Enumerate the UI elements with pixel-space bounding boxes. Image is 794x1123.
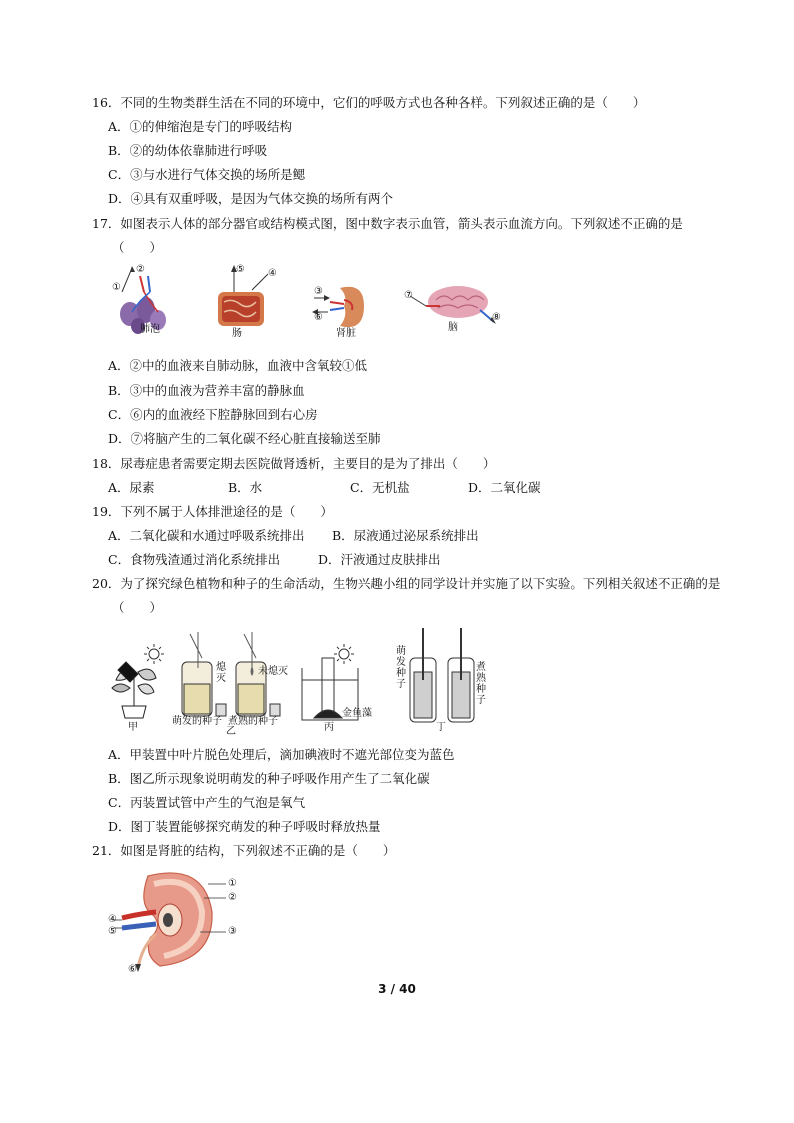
q18-option-a: A．尿素 [108, 480, 155, 495]
q17-num-6: ⑥ [314, 312, 323, 323]
thermos-drawing [410, 628, 474, 722]
q18-stem: 18．尿毒症患者需要定期去医院做肾透析，主要目的是为了排出（ ） [92, 456, 496, 471]
plant-drawing [112, 662, 156, 718]
q17-organ-figure [108, 262, 518, 340]
q21-num-3: ③ [228, 926, 237, 937]
q19-stem: 19．下列不属于人体排泄途径的是（ ） [92, 504, 333, 519]
q20-text-germinating-label: 萌发种子 [396, 646, 406, 690]
q19-option-a: A．二氧化碳和水通过呼吸系统排出 [108, 528, 305, 543]
q21-num-2: ② [228, 892, 237, 903]
q17-stem: 17．如图表示人体的部分器官或结构模式图，图中数字表示血管，箭头表示血流方向。下列叙述不正确的是 [92, 216, 683, 231]
q17-label-intestine: 肠 [232, 328, 242, 339]
q17-option-c: C．⑥内的血液经下腔静脉回到右心房 [108, 407, 318, 422]
brain-drawing [410, 286, 496, 324]
experiment-diagram [108, 622, 498, 734]
q16-option-a: A．①的伸缩泡是专门的呼吸结构 [108, 119, 293, 134]
q20-label-jia: 甲 [128, 722, 138, 733]
q17-num-3: ③ [314, 286, 323, 297]
q18-option-c: C．无机盐 [350, 480, 410, 495]
q16-option-d: D．④具有双重呼吸，是因为气体交换的场所有两个 [108, 191, 394, 206]
q20-experiment-figure [108, 622, 498, 737]
q20-text-germinating-seeds: 萌发的种子 [172, 716, 222, 727]
q17-option-b: B．③中的血液为营养丰富的静脉血 [108, 383, 305, 398]
q20-label-yi: 乙 [226, 726, 236, 737]
q21-num-1: ① [228, 878, 237, 889]
q20-stem: 20．为了探究绿色植物和种子的生命活动，生物兴趣小组的同学设计并实施了以下实验。下列相关叙述不正确的是 [92, 576, 721, 591]
q20-option-c: C．丙装置试管中产生的气泡是氧气 [108, 795, 306, 810]
q17-option-a: A．②中的血液来自肺动脉，血液中含氧较①低 [108, 358, 368, 373]
q17-paren: （ ） [112, 240, 163, 255]
kidney-diagram [108, 864, 248, 976]
q17-num-8: ⑧ [492, 312, 501, 323]
q20-option-b: B．图乙所示现象说明萌发的种子呼吸作用产生了二氧化碳 [108, 771, 430, 786]
q16-stem: 16．不同的生物类群生活在不同的环境中，它们的呼吸方式也各种各样。下列叙述正确的是（ ） [92, 95, 646, 110]
q21-num-5: ⑤ [108, 926, 117, 937]
q18-option-b: B．水 [228, 480, 263, 495]
q21-num-6: ⑥ [128, 964, 137, 975]
q19-option-c: C．食物残渣通过消化系统排出 [108, 552, 281, 567]
q17-num-5: ⑤ [236, 264, 245, 275]
q17-num-7: ⑦ [404, 290, 413, 301]
q20-text-hornwort: 金鱼藻 [342, 708, 372, 719]
q21-num-4: ④ [108, 914, 117, 925]
q17-num-2: ② [136, 264, 145, 275]
q19-option-d: D．汗液通过皮肤排出 [318, 552, 441, 567]
q16-option-b: B．②的幼体依靠肺进行呼吸 [108, 143, 268, 158]
q20-text-extinguished: 熄灭 [216, 662, 226, 684]
q20-label-bing: 丙 [324, 722, 334, 733]
page-number: 3 / 40 [378, 982, 416, 996]
q20-option-a: A．甲装置中叶片脱色处理后，滴加碘液时不遮光部位变为蓝色 [108, 747, 455, 762]
q17-label-alveoli: 肺泡 [140, 324, 160, 335]
q20-label-ding: 丁 [436, 722, 446, 733]
q17-num-4: ④ [268, 268, 277, 279]
q20-text-boiled-label: 煮熟种子 [476, 662, 486, 706]
q18-option-d: D．二氧化碳 [468, 480, 541, 495]
q17-label-brain: 脑 [448, 322, 458, 333]
q17-label-kidney: 肾脏 [336, 328, 356, 339]
q16-option-c: C．③与水进行气体交换的场所是鳃 [108, 167, 306, 182]
q20-text-not-extinguished: 未熄灭 [258, 666, 288, 677]
q20-paren: （ ） [112, 600, 163, 615]
q17-option-d: D．⑦将脑产生的二氧化碳不经心脏直接输送至肺 [108, 431, 381, 446]
q20-option-d: D．图丁装置能够探究萌发的种子呼吸时释放热量 [108, 819, 381, 834]
q21-kidney-figure [108, 864, 248, 976]
q21-stem: 21．如图是肾脏的结构，下列叙述不正确的是（ ） [92, 843, 396, 858]
q19-option-b: B．尿液通过泌尿系统排出 [332, 528, 479, 543]
q17-num-1: ① [112, 282, 121, 293]
q20-text-boiled-seeds: 煮熟的种子 [228, 716, 278, 727]
